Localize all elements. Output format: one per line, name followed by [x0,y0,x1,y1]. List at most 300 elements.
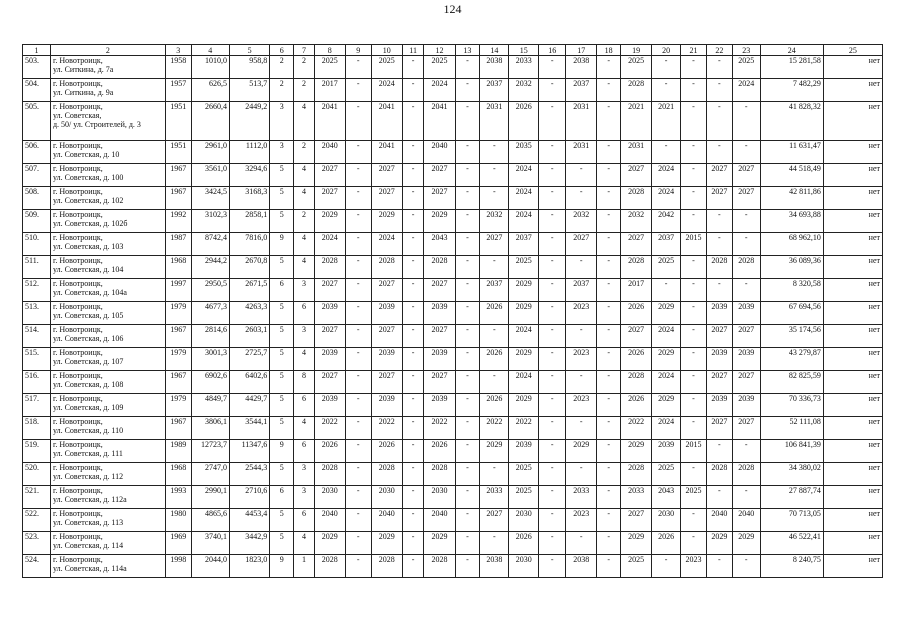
address-line: г. Новотроицк, [52,279,103,288]
cell-col-25: нет [823,56,882,79]
address-line: г. Новотроицк, [52,486,103,495]
cell-col-11: - [402,509,424,532]
cell-col-15: 2032 [509,79,539,102]
cell-col-11: - [402,233,424,256]
cell-col-6: 5 [270,371,294,394]
cell-col-11: - [402,164,424,187]
cell-col-11: - [402,102,424,141]
column-header: 17 [566,45,597,56]
cell-col-22: 2027 [706,417,732,440]
cell-col-21: - [681,210,707,233]
cell-col-19: 2026 [621,302,652,325]
cell-col-19: 2022 [621,417,652,440]
cell-col-25: нет [823,440,882,463]
cell-col-4: 2747,0 [191,463,229,486]
cell-col-14: 2037 [480,79,509,102]
cell-col-13: - [455,210,480,233]
cell-col-13: - [455,102,480,141]
cell-col-20: - [652,56,681,79]
cell-col-5: 2858,1 [229,210,269,233]
cell-col-5: 4429,7 [229,394,269,417]
cell-col-10: 2024 [371,79,402,102]
cell-col-13: - [455,164,480,187]
cell-col-5: 3544,1 [229,417,269,440]
address-line: ул. Советская, [52,111,102,120]
cell-col-11: - [402,486,424,509]
cell-col-22: - [706,486,732,509]
cell-col-25: нет [823,141,882,164]
cell-col-18: - [597,417,621,440]
column-header: 19 [621,45,652,56]
table-row [23,256,883,279]
cell-col-4: 3740,1 [191,532,229,555]
cell-col-4: 2044,0 [191,555,229,578]
cell-col-11: - [402,440,424,463]
cell-col-10: 2027 [371,279,402,302]
cell-col-10: 2039 [371,348,402,371]
cell-col-4: 6902,6 [191,371,229,394]
row-number: 516. [23,371,51,394]
column-header: 10 [371,45,402,56]
cell-col-7: 8 [294,371,315,394]
cell-col-16: - [539,440,566,463]
cell-col-18: - [597,509,621,532]
cell-col-18: - [597,394,621,417]
cell-col-12: 2025 [424,56,455,79]
cell-col-8: 2041 [314,102,345,141]
cell-col-17: 2038 [566,555,597,578]
cell-col-21: - [681,532,707,555]
cell-col-4: 2814,6 [191,325,229,348]
cell-col-21: - [681,56,707,79]
cell-col-16: - [539,279,566,302]
cell-col-11: - [402,256,424,279]
cell-col-10: 2039 [371,302,402,325]
cell-col-5: 6402,6 [229,371,269,394]
cell-col-7: 4 [294,102,315,141]
cell-col-6: 5 [270,325,294,348]
cell-col-15: 2029 [509,348,539,371]
cell-col-19: 2029 [621,532,652,555]
cell-col-17: 2027 [566,233,597,256]
cell-col-21: 2025 [681,486,707,509]
cell-col-15: 2026 [509,102,539,141]
cell-col-19: 2025 [621,555,652,578]
cell-col-21: - [681,256,707,279]
cell-col-24: 34 380,02 [760,463,823,486]
column-header: 24 [760,45,823,56]
cell-col-22: 2039 [706,348,732,371]
cell-col-12: 2028 [424,555,455,578]
cell-col-7: 3 [294,463,315,486]
cell-col-9: - [345,56,371,79]
cell-col-15: 2022 [509,417,539,440]
cell-col-10: 2028 [371,256,402,279]
cell-col-5: 4263,3 [229,302,269,325]
column-header: 22 [706,45,732,56]
cell-col-10: 2027 [371,164,402,187]
cell-col-20: 2043 [652,486,681,509]
table-row [23,302,883,325]
cell-col-23: 2029 [732,532,760,555]
cell-col-25: нет [823,348,882,371]
address-line: ул. Советская, д. 109 [52,403,124,412]
cell-col-24: 70 336,73 [760,394,823,417]
cell-col-18: - [597,141,621,164]
address-cell [50,141,165,164]
cell-col-5: 2671,5 [229,279,269,302]
cell-col-23: - [732,440,760,463]
cell-col-15: 2024 [509,164,539,187]
column-header: 16 [539,45,566,56]
cell-col-8: 2027 [314,187,345,210]
column-header: 7 [294,45,315,56]
column-header: 11 [402,45,424,56]
cell-col-23: - [732,233,760,256]
cell-col-22: - [706,210,732,233]
cell-col-10: 2028 [371,463,402,486]
table-row [23,279,883,302]
cell-col-4: 3806,1 [191,417,229,440]
cell-col-4: 2950,5 [191,279,229,302]
column-header: 14 [480,45,509,56]
column-number-row [23,45,883,56]
cell-col-22: 2029 [706,532,732,555]
cell-col-5: 1112,0 [229,141,269,164]
cell-col-8: 2017 [314,79,345,102]
cell-col-14: 2026 [480,394,509,417]
table-row [23,555,883,578]
cell-col-4: 626,5 [191,79,229,102]
cell-col-15: 2035 [509,141,539,164]
cell-col-12: 2030 [424,486,455,509]
cell-col-13: - [455,532,480,555]
cell-col-25: нет [823,302,882,325]
address-line: ул. Советская, д. 113 [52,518,124,527]
cell-col-20: - [652,555,681,578]
address-line: ул. Советская, д. 106 [52,334,124,343]
cell-col-15: 2024 [509,371,539,394]
cell-col-18: - [597,256,621,279]
cell-col-3: 1967 [165,325,191,348]
table-row [23,233,883,256]
address-line: ул. Советская, д. 108 [52,380,124,389]
cell-col-25: нет [823,325,882,348]
cell-col-6: 9 [270,440,294,463]
cell-col-14: 2037 [480,279,509,302]
cell-col-9: - [345,141,371,164]
cell-col-7: 2 [294,56,315,79]
cell-col-22: 2027 [706,164,732,187]
cell-col-11: - [402,532,424,555]
cell-col-24: 42 811,86 [760,187,823,210]
row-number: 513. [23,302,51,325]
cell-col-6: 5 [270,187,294,210]
table-body [23,56,883,578]
cell-col-3: 1951 [165,141,191,164]
cell-col-14: - [480,371,509,394]
cell-col-20: 2025 [652,463,681,486]
cell-col-6: 3 [270,141,294,164]
cell-col-18: - [597,371,621,394]
address-line: г. Новотроицк, [52,555,103,564]
cell-col-3: 1958 [165,56,191,79]
address-cell [50,348,165,371]
cell-col-13: - [455,348,480,371]
cell-col-3: 1979 [165,394,191,417]
cell-col-13: - [455,233,480,256]
cell-col-8: 2025 [314,56,345,79]
cell-col-20: - [652,79,681,102]
address-line: ул. Советская, д. 103 [52,242,124,251]
row-number: 504. [23,79,51,102]
cell-col-13: - [455,256,480,279]
cell-col-24: 67 694,56 [760,302,823,325]
cell-col-11: - [402,394,424,417]
cell-col-10: 2024 [371,233,402,256]
cell-col-11: - [402,56,424,79]
cell-col-15: 2037 [509,233,539,256]
row-number: 503. [23,56,51,79]
cell-col-11: - [402,463,424,486]
cell-col-19: 2028 [621,187,652,210]
column-header: 2 [50,45,165,56]
cell-col-10: 2041 [371,102,402,141]
column-header: 12 [424,45,455,56]
cell-col-5: 1823,0 [229,555,269,578]
cell-col-18: - [597,102,621,141]
cell-col-8: 2027 [314,164,345,187]
column-header: 5 [229,45,269,56]
cell-col-17: - [566,463,597,486]
cell-col-12: 2027 [424,187,455,210]
table-row [23,463,883,486]
cell-col-21: - [681,417,707,440]
cell-col-12: 2040 [424,141,455,164]
cell-col-9: - [345,532,371,555]
address-line: ул. Советская, д. 114 [52,541,124,550]
address-line: г. Новотроицк, [52,210,103,219]
address-line: г. Новотроицк, [52,141,103,150]
cell-col-25: нет [823,279,882,302]
cell-col-6: 5 [270,164,294,187]
cell-col-16: - [539,56,566,79]
address-line: ул. Советская, д. 112а [52,495,127,504]
cell-col-16: - [539,394,566,417]
cell-col-4: 3561,0 [191,164,229,187]
housing-register-table [22,44,883,578]
cell-col-17: 2032 [566,210,597,233]
column-header: 6 [270,45,294,56]
address-cell [50,325,165,348]
cell-col-23: 2024 [732,79,760,102]
cell-col-19: 2028 [621,371,652,394]
cell-col-17: 2029 [566,440,597,463]
cell-col-3: 1968 [165,463,191,486]
cell-col-4: 3001,3 [191,348,229,371]
cell-col-21: 2015 [681,440,707,463]
cell-col-6: 5 [270,463,294,486]
cell-col-24: 36 089,36 [760,256,823,279]
cell-col-6: 5 [270,302,294,325]
address-line: г. Новотроицк, [52,371,103,380]
address-line: ул. Советская, д. 104а [52,288,127,297]
cell-col-8: 2027 [314,279,345,302]
cell-col-18: - [597,325,621,348]
cell-col-9: - [345,233,371,256]
cell-col-24: 106 841,39 [760,440,823,463]
cell-col-11: - [402,210,424,233]
cell-col-13: - [455,486,480,509]
cell-col-16: - [539,164,566,187]
cell-col-12: 2028 [424,463,455,486]
address-line: г. Новотроицк, [52,102,103,111]
table-row [23,440,883,463]
cell-col-8: 2039 [314,394,345,417]
cell-col-8: 2027 [314,325,345,348]
cell-col-20: 2037 [652,233,681,256]
cell-col-4: 12723,7 [191,440,229,463]
cell-col-19: 2027 [621,164,652,187]
address-cell [50,417,165,440]
cell-col-5: 4453,4 [229,509,269,532]
cell-col-9: - [345,486,371,509]
cell-col-8: 2029 [314,210,345,233]
cell-col-21: - [681,325,707,348]
cell-col-15: 2029 [509,302,539,325]
cell-col-7: 6 [294,394,315,417]
cell-col-16: - [539,210,566,233]
address-cell [50,79,165,102]
cell-col-10: 2041 [371,141,402,164]
cell-col-20: 2024 [652,417,681,440]
address-cell [50,394,165,417]
cell-col-11: - [402,348,424,371]
column-header: 13 [455,45,480,56]
cell-col-8: 2028 [314,555,345,578]
cell-col-8: 2028 [314,256,345,279]
address-line: г. Новотроицк, [52,463,103,472]
cell-col-17: - [566,256,597,279]
cell-col-19: 2025 [621,56,652,79]
cell-col-5: 3294,6 [229,164,269,187]
cell-col-7: 3 [294,486,315,509]
table-row [23,486,883,509]
cell-col-7: 4 [294,187,315,210]
cell-col-23: 2028 [732,463,760,486]
cell-col-24: 43 279,87 [760,348,823,371]
cell-col-5: 2544,3 [229,463,269,486]
cell-col-23: 2040 [732,509,760,532]
cell-col-19: 2032 [621,210,652,233]
cell-col-4: 2961,0 [191,141,229,164]
cell-col-13: - [455,417,480,440]
cell-col-23: - [732,486,760,509]
cell-col-18: - [597,486,621,509]
cell-col-9: - [345,210,371,233]
cell-col-25: нет [823,233,882,256]
cell-col-7: 6 [294,509,315,532]
cell-col-20: - [652,279,681,302]
cell-col-19: 2028 [621,463,652,486]
cell-col-6: 2 [270,56,294,79]
cell-col-25: нет [823,486,882,509]
cell-col-13: - [455,371,480,394]
cell-col-16: - [539,532,566,555]
table-row [23,56,883,79]
cell-col-22: 2039 [706,302,732,325]
cell-col-17: 2023 [566,509,597,532]
cell-col-24: 8 240,75 [760,555,823,578]
cell-col-11: - [402,325,424,348]
cell-col-16: - [539,509,566,532]
cell-col-23: - [732,210,760,233]
cell-col-21: - [681,164,707,187]
row-number: 507. [23,164,51,187]
cell-col-16: - [539,417,566,440]
cell-col-22: - [706,279,732,302]
cell-col-22: 2028 [706,463,732,486]
cell-col-6: 6 [270,486,294,509]
cell-col-24: 27 887,74 [760,486,823,509]
address-cell [50,463,165,486]
cell-col-16: - [539,371,566,394]
column-header: 18 [597,45,621,56]
cell-col-21: 2015 [681,233,707,256]
cell-col-17: 2023 [566,348,597,371]
cell-col-8: 2040 [314,141,345,164]
cell-col-9: - [345,79,371,102]
cell-col-21: - [681,141,707,164]
address-cell [50,187,165,210]
cell-col-17: - [566,164,597,187]
cell-col-7: 3 [294,325,315,348]
table-row [23,79,883,102]
cell-col-13: - [455,463,480,486]
cell-col-19: 2027 [621,233,652,256]
cell-col-22: - [706,555,732,578]
cell-col-3: 1980 [165,509,191,532]
cell-col-25: нет [823,555,882,578]
cell-col-4: 2990,1 [191,486,229,509]
cell-col-19: 2027 [621,509,652,532]
cell-col-21: - [681,102,707,141]
cell-col-23: - [732,555,760,578]
cell-col-24: 7 482,29 [760,79,823,102]
cell-col-7: 2 [294,79,315,102]
cell-col-10: 2028 [371,555,402,578]
cell-col-25: нет [823,532,882,555]
cell-col-8: 2030 [314,486,345,509]
column-header: 25 [823,45,882,56]
cell-col-4: 4849,7 [191,394,229,417]
address-cell [50,532,165,555]
cell-col-13: - [455,440,480,463]
cell-col-5: 11347,6 [229,440,269,463]
cell-col-4: 2944,2 [191,256,229,279]
table-row [23,164,883,187]
cell-col-9: - [345,394,371,417]
cell-col-25: нет [823,187,882,210]
cell-col-21: - [681,187,707,210]
cell-col-18: - [597,302,621,325]
cell-col-3: 1997 [165,279,191,302]
cell-col-7: 6 [294,302,315,325]
cell-col-20: 2024 [652,325,681,348]
address-line: ул. Советская, д. 102б [52,219,128,228]
table-row [23,532,883,555]
cell-col-16: - [539,348,566,371]
